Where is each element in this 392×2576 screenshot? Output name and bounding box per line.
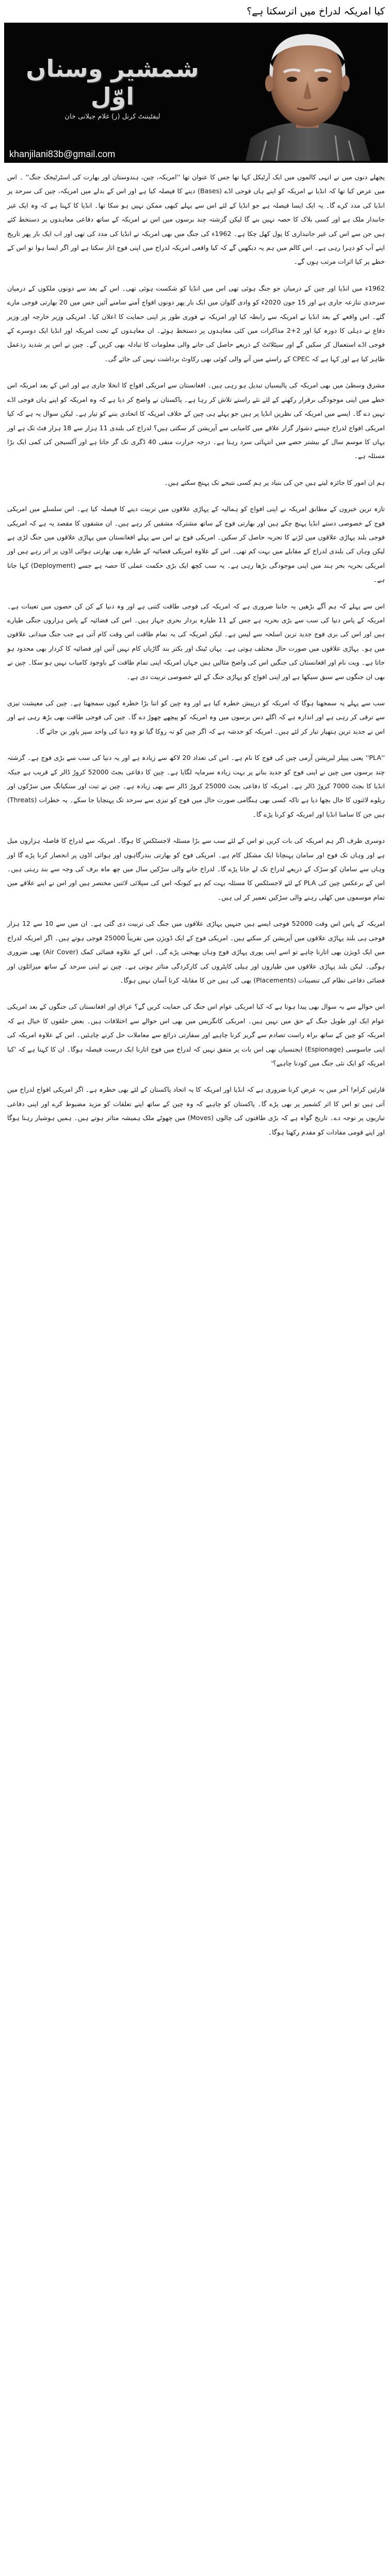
article-paragraph: امریکہ کے پاس اس وقت 52000 فوجی ایسے ہیں جنہیں پہاڑی علاقوں میں جنگ کی تربیت دی گئی ہے۔ ان میں سے 10 سے 12 ہزار فوجی ہی بلند پہاڑی علاقوں میں آپریشن کر سکتے ہیں۔ امریکی فوج کے ایک ڈویژن میں تقریباً 25000 فوجی ہوتے ہیں۔ اگر امریکہ لدراخ میں ایک ڈویژن بھی اتارنا چاہے تو اسے اپنی پوری پہاڑی فوج وہاں بھیجنی پڑے گی۔ اس کے علاوہ فضائی کمک (Air Cover) بھی ضروری ہوگی۔ لیکن بلند پہاڑی علاقوں میں طیاروں اور ہیلی کاپٹروں کی کارکردگی متاثر ہوتی ہے۔ چین نے اپنی سرحد کے ساتھ میزائلوں اور فضائی دفاعی نظام کی تنصیبات (Placements) بھی کی ہیں جن کا مقابلہ کرنا آسان نہیں ہوگا۔ <box>7 920 385 984</box>
article-paragraph: ''PLA'' یعنی پیپلز لبریشن آرمی چین کی فوج کا نام ہے۔ اس کی تعداد 20 لاکھ سے زیادہ ہے اور یہ دنیا کی سب سے بڑی فوج ہے۔ گزشتہ چند برسوں میں چین نے اپنی فوج کو جدید بنانے پر بہت زیادہ سرمایہ لگایا ہے۔ چین کا دفاعی بجٹ 52000 کروڑ ڈالر کے قریب ہے جبکہ انڈیا کا بجٹ 7000 کروڑ ڈالر ہے۔ امریکہ کا دفاعی بجٹ 25000 کروڑ ڈالر سے بھی زیادہ ہے۔ چین نے تبت اور سنکیانگ میں سڑکوں اور ریلوے لائنوں کا جال بچھا دیا ہے تاکہ کسی بھی ہنگامی صورت حال میں فوج کو تیزی سے سرحد تک پہنچایا جا سکے۔ یہ خطرات (Threats) ہیں جن کا سامنا انڈیا اور امریکہ کو کرنا پڑے گا۔ <box>7 754 385 818</box>
article-paragraph: تازہ ترین خبروں کے مطابق امریکہ نے اپنی افواج کو ہمالیہ کے پہاڑی علاقوں میں تربیت دینے کا فیصلہ کیا ہے۔ اس سلسلے میں امریکی فوج کے خصوصی دستے انڈیا پہنچ چکے ہیں اور بھارتی فوج کے ساتھ مشترکہ مشقیں کر رہے ہیں۔ ان مشقوں کا مقصد یہ ہے کہ امریکی فوجی بلند پہاڑی علاقوں میں لڑنے کا تجربہ حاصل کر سکیں۔ امریکی فوج نے اس سے پہلے افغانستان میں پہاڑی علاقوں میں جنگ لڑی ہے لیکن وہاں کی بلندی لدراخ کے مقابلے میں بہت کم تھی۔ اس کے علاوہ امریکی فضائیہ کے طیارے بھی بھارتی ہوائی اڈوں پر اتر رہے ہیں اور امریکی بحریہ بحر ہند میں اپنی موجودگی بڑھا رہی ہے۔ یہ سب کچھ ایک بڑی حکمت عملی کا حصہ ہے جسے (Deployment) کہا جاتا ہے۔ <box>7 505 385 584</box>
article-paragraph: 1962ء میں انڈیا اور چین کے درمیان جو جنگ ہوئی تھی اس میں انڈیا کو شکست ہوئی تھی۔ اس کے بعد سے دونوں ملکوں کے درمیان سرحدی تنازعہ جاری ہے اور 15 جون 2020ء کو وادی گلوان میں ایک بار پھر دونوں افواج آمنے سامنے آئیں جس میں 20 بھارتی فوجی مارے گئے۔ اس واقعے کے بعد انڈیا نے امریکہ سے رابطہ کیا اور امریکہ نے فوری طور پر اپنی حمایت کا اعلان کیا۔ امریکی وزیر خارجہ اور وزیر دفاع نے دہلی کا دورہ کیا اور 2+2 مذاکرات میں کئی معاہدوں پر دستخط ہوئے۔ ان معاہدوں کے تحت امریکہ اور انڈیا ایک دوسرے کے فوجی اڈے استعمال کر سکیں گے اور سیٹلائٹ کے ذریعے حاصل کی جانے والی معلومات کا تبادلہ بھی کریں گے۔ چین نے اس پر شدید ردعمل ظاہر کیا ہے اور کہا ہے کہ CPEC کے راستے میں آنے والی کوئی بھی رکاوٹ برداشت نہیں کی جائے گی۔ <box>7 284 385 363</box>
article-paragraph: مشرق وسطیٰ میں بھی امریکہ کی پالیسیاں تبدیل ہو رہی ہیں۔ افغانستان سے امریکی افواج کا انخلا جاری ہے اور اس کے بعد امریکہ اس خطے میں اپنی موجودگی برقرار رکھنے کے لئے نئے راستے تلاش کر رہا ہے۔ پاکستان نے واضح کر دیا ہے کہ وہ امریکہ کو اپنے ہاں فوجی اڈے نہیں دے گا۔ ایسے میں امریکہ کی نظریں انڈیا پر ہیں جو پہلے ہی چین کے خلاف امریکہ کا اتحادی بننے کو تیار ہے۔ لیکن سوال یہ ہے کہ کیا امریکی افواج لدراخ جیسے دشوار گزار علاقے میں کامیابی سے آپریشن کر سکتی ہیں؟ لدراخ کی بلندی 11 ہزار سے 18 ہزار فٹ تک ہے اور یہاں کا موسم سال کے بیشتر حصے میں انتہائی سرد رہتا ہے۔ درجہ حرارت منفی 40 ڈگری تک گر جاتا ہے اور آکسیجن کی کمی ایک بڑا مسئلہ ہے۔ <box>7 381 385 460</box>
column-banner <box>4 23 388 163</box>
article-paragraph: پچھلے دنوں میں نے انہی کالموں میں ایک آرٹیکل کہا تھا جس کا عنوان تھا ''امریکہ، چین، ہندوستان اور بھارت کی اسٹرٹیجک جنگ'' ۔ اس میں عرض کیا تھا کہ انڈیا نے امریکہ کو اپنے ہاں فوجی اڈے (Bases) دینے کا فیصلہ کیا ہے اور اس کے بدلے میں امریکہ، چین کی سرحد پر انڈیا کی مدد کرے گا۔ یہ ایک ایسا فیصلہ ہے جو انڈیا کے لئے اس سے پہلے کبھی ممکن نہیں ہو سکا تھا۔ انڈیا کا کہنا ہے کہ وہ ایک غیر جانبدار ملک ہے اور کسی بلاک کا حصہ نہیں بنے گا لیکن گزشتہ چند برسوں میں اس نے امریکہ کے ساتھ دفاعی معاہدوں پر دستخط کئے ہیں جن سے اس کی غیر جانبداری کا پول کھل چکا ہے۔ 1962ء کی جنگ میں بھی امریکہ نے انڈیا کی مدد کی تھی اور اب ایک بار پھر تاریخ اپنے آپ کو دہرا رہی ہے۔ اس کالم میں ہم یہ دیکھیں گے کہ کیا واقعی امریکہ لدراخ میں اپنی فوج اتار سکتا ہے اور اگر ایسا ہوا تو اس کے خطے پر کیا اثرات مرتب ہوں گے۔ <box>7 173 385 266</box>
article-headline: کیا امریکہ لدراخ میں اترسکتا ہے؟ <box>247 6 385 17</box>
article-paragraph: سب سے پہلے یہ سمجھنا ہوگا کہ امریکہ کو درپیش خطرہ کیا ہے اور وہ چین کو اتنا بڑا خطرہ کیوں سمجھتا ہے۔ چین کی معیشت تیزی سے ترقی کر رہی ہے اور اندازہ ہے کہ اگلے دس برسوں میں وہ امریکہ کو پیچھے چھوڑ دے گا۔ چین کی فوجی طاقت بھی بڑھ رہی ہے اور اس نے جدید ترین ہتھیار تیار کر لئے ہیں۔ امریکہ کو خدشہ ہے کہ اگر چین کو نہ روکا گیا تو وہ دنیا کی واحد سپر پاور بن جائے گا۔ <box>7 699 385 735</box>
article-paragraph: ہم ان امور کا جائزہ لیتے ہیں جن کی بنیاد پر ہم کسی نتیجے تک پہنچ سکتے ہیں۔ <box>164 478 385 486</box>
article-body <box>7 170 385 1151</box>
article-paragraph: اس حوالے سے یہ سوال بھی پیدا ہوتا ہے کہ کیا امریکی عوام اس جنگ کی حمایت کریں گے؟ عراق اور افغانستان کی جنگوں کے بعد امریکی عوام ایک اور طویل جنگ کے حق میں نہیں ہیں۔ امریکی کانگریس میں بھی اس حوالے سے اختلافات ہیں۔ بعض حلقوں کا خیال ہے کہ امریکہ کو چین کے ساتھ براہ راست تصادم سے گریز کرنا چاہیے اور سفارتی ذرائع سے معاملات حل کرنے چاہئیں۔ اس کے علاوہ امریکہ کی اپنی جاسوسی (Espionage) ایجنسیاں بھی اس بات پر متفق نہیں کہ لدراخ میں فوج اتارنا ایک درست فیصلہ ہوگا۔ ان کا کہنا ہے کہ 'کیا امریکہ کو ایک نئی جنگ میں کودنا چاہیے؟' <box>7 1003 385 1067</box>
article-paragraph: دوسری طرف اگر ہم امریکہ کی بات کریں تو اس کے لئے سب سے بڑا مسئلہ لاجسٹکس کا ہوگا۔ امریکہ سے لدراخ کا فاصلہ ہزاروں میل ہے اور وہاں تک فوج اور سامان پہنچانا ایک مشکل کام ہے۔ امریکی فوج کو بھارتی بندرگاہوں اور ہوائی اڈوں پر انحصار کرنا پڑے گا اور وہاں سے سامان کو سڑک کے ذریعے لدراخ تک لے جانا پڑے گا۔ لدراخ جانے والی سڑکیں سال میں چھ ماہ برف کی وجہ سے بند رہتی ہیں۔ اس کے برعکس چین کی PLA کے لئے لاجسٹکس کا مسئلہ بہت کم ہے کیونکہ اس کی سپلائی لائنیں مختصر ہیں اور اس نے اپنے علاقے میں تمام موسموں میں کھلی رہنے والی سڑکیں تعمیر کر لی ہیں۔ <box>7 837 385 901</box>
column-title: شمشیر وسناں اوّل <box>26 55 199 110</box>
columnist-byline: لیفٹیننٹ کرنل (ر) غلام جیلانی خان <box>64 113 160 121</box>
article-paragraph: قارئین کرام! آخر میں یہ عرض کرنا ضروری ہے کہ انڈیا اور امریکہ کا یہ اتحاد پاکستان کے لئے بھی خطرہ ہے۔ اگر امریکی افواج لدراخ میں آتی ہیں تو اس کا اثر کشمیر پر بھی پڑے گا۔ پاکستان کو چاہیے کہ وہ چین کے ساتھ اپنے تعلقات کو مزید مضبوط کرے اور اپنی دفاعی تیاریوں پر توجہ دے۔ تاریخ گواہ ہے کہ بڑی طاقتوں کی چالوں (Moves) میں چھوٹے ملک ہمیشہ متاثر ہوتے ہیں۔ ہمیں ہوشیار رہنا ہوگا اور اپنے قومی مفادات کو مقدم رکھنا ہوگا۔ <box>7 1086 385 1136</box>
headline-bar <box>0 0 392 23</box>
columnist-portrait <box>230 25 385 161</box>
article-paragraph: اس سے پہلے کہ ہم آگے بڑھیں یہ جاننا ضروری ہے کہ امریکہ کی فوجی طاقت کتنی ہے اور وہ دنیا کے کن کن حصوں میں تعینات ہے۔ امریکہ کے پاس دنیا کی سب سے بڑی بحریہ ہے جس کے 11 طیارہ بردار بحری جہاز ہیں۔ اس کی فضائیہ کے پاس ہزاروں جنگی طیارے ہیں اور اس کی بری فوج جدید ترین اسلحہ سے لیس ہے۔ لیکن امریکہ کی یہ تمام طاقت اس وقت کام آتی ہے جب جنگ میدانی علاقوں میں ہو۔ پہاڑی علاقوں میں صورت حال مختلف ہوتی ہے۔ یہاں ٹینک اور بکتر بند گاڑیاں کام نہیں آتیں اور فضائیہ کا کردار بھی محدود ہو جاتا ہے۔ ویت نام اور افغانستان کی جنگیں اس کی واضح مثالیں ہیں جہاں امریکہ اپنی تمام طاقت کے باوجود کامیاب نہیں ہو سکا۔ چین نے بھی ان جنگوں سے سبق سیکھا ہے اور اپنی افواج کو پہاڑی جنگ کے لئے خصوصی تربیت دی ہے۔ <box>7 602 385 681</box>
columnist-email: khanjilani83b@gmail.com <box>9 149 116 159</box>
